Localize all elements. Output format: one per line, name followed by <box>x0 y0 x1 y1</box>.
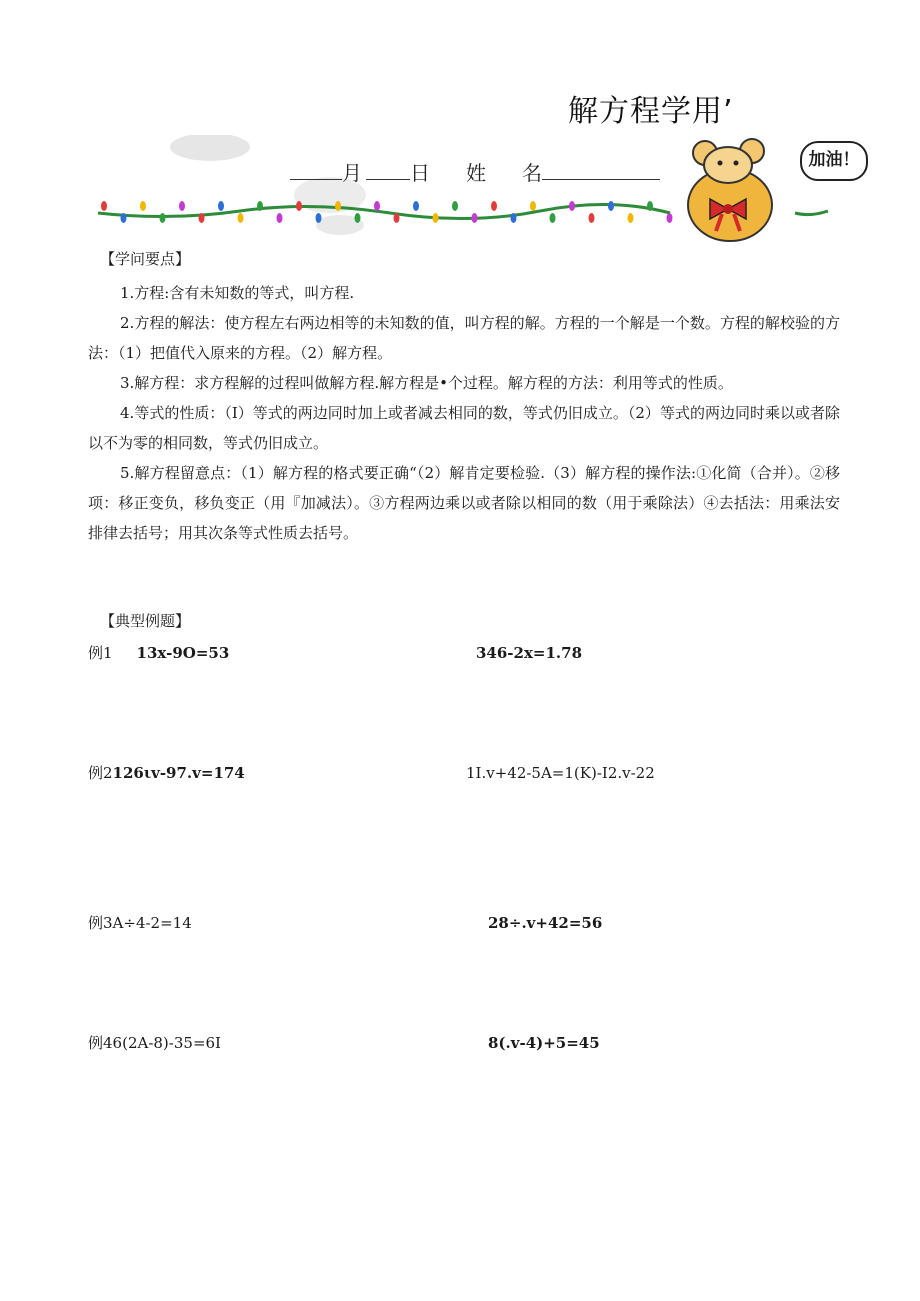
example-4-right <box>488 1034 600 1052</box>
knowledge-item-3: 3.解方程：求方程解的过程叫做解方程.解方程是•个过程。解方程的方法：利用等式的性质。 <box>120 374 733 392</box>
light-bulb-icon <box>121 213 127 223</box>
examples-heading: 【典型例题】 <box>100 612 191 630</box>
light-bulb-icon <box>335 201 341 211</box>
light-bulb-icon <box>277 213 283 223</box>
light-bulb-icon <box>569 201 575 211</box>
light-bulb-icon <box>238 213 244 223</box>
equation: 28÷.v+42=56 <box>488 914 603 932</box>
light-bulb-icon <box>589 213 595 223</box>
light-bulb-icon <box>608 201 614 211</box>
example-3-left <box>88 912 192 933</box>
name-blank[interactable] <box>542 161 660 180</box>
knowledge-item-5: 5.解方程留意点：（1）解方程的格式要正确“（2）解肯定要检验.（3）解方程的操作法:①化简（合并）。②移项：移正变负，移负变正（用『加减法）。③方程两边乘以或者除以相同的数（用于乘除法）④去括法：用乘法安排律去括号；用其次条等式性质去括号。 <box>88 464 840 542</box>
light-bulb-icon <box>433 213 439 223</box>
header-banner <box>90 135 870 245</box>
equation: 346-2x=1.78 <box>476 644 583 662</box>
equation: 13x-9O=53 <box>136 644 230 662</box>
banner-decoration <box>90 135 870 245</box>
light-bulb-icon <box>316 213 322 223</box>
light-bulb-icon <box>413 201 419 211</box>
light-bulb-icon <box>199 213 205 223</box>
light-bulb-icon <box>472 213 478 223</box>
month-label: 月 <box>342 161 362 185</box>
month-blank[interactable] <box>290 161 342 180</box>
light-string-wire-right <box>795 211 828 215</box>
light-bulb-icon <box>394 213 400 223</box>
light-bulb-icon <box>647 201 653 211</box>
example-label: 例3 <box>88 914 113 932</box>
example-1-left <box>88 642 229 663</box>
equation: 6(2A-8)-35=6I <box>112 1034 221 1052</box>
cheer-bubble: 加油！ <box>800 141 868 181</box>
example-3-right <box>488 914 602 932</box>
mouse-mascot-icon <box>688 139 772 241</box>
light-bulb-icon <box>218 201 224 211</box>
knowledge-heading: 【学问要点】 <box>100 250 191 268</box>
light-bulb-icon <box>179 201 185 211</box>
light-bulb-icon <box>452 201 458 211</box>
light-bulb-icon <box>667 213 673 223</box>
light-bulb-icon <box>257 201 263 211</box>
example-2-right <box>466 764 655 782</box>
equation: 8(.v-4)+5=45 <box>488 1034 600 1052</box>
light-bulb-icon <box>491 201 497 211</box>
example-1-right <box>476 644 582 662</box>
light-bulb-icon <box>511 213 517 223</box>
day-label: 日 <box>410 161 430 185</box>
example-label: 例4 <box>88 1034 113 1052</box>
day-blank[interactable] <box>366 161 410 180</box>
light-bulb-icon <box>530 201 536 211</box>
page-title: 解方程学用’ <box>568 94 734 129</box>
knowledge-item-4: 4.等式的性质：（I）等式的两边同时加上或者减去相同的数，等式仍旧成立。（2）等式的两边同时乘以或者除以不为零的相同数，等式仍旧成立。 <box>88 404 840 452</box>
light-bulb-icon <box>101 201 107 211</box>
example-label: 例2 <box>88 764 113 782</box>
light-bulb-icon <box>140 201 146 211</box>
knowledge-item-2: 2.方程的解法：使方程左右两边相等的未知数的值，叫方程的解。方程的一个解是一个数。方程的解校验的方法：（1）把值代入原来的方程。（2）解方程。 <box>88 314 840 362</box>
light-bulb-icon <box>374 201 380 211</box>
equation: 1I.v+42-5A=1(K)-I2.v-22 <box>466 764 655 782</box>
equation: 126ιv-97.v=174 <box>112 764 245 782</box>
example-4-left <box>88 1032 221 1053</box>
light-bulb-icon <box>296 201 302 211</box>
name-label-1: 姓 <box>466 161 486 185</box>
example-2-left <box>88 762 245 783</box>
light-bulb-icon <box>160 213 166 223</box>
light-bulb-icon <box>355 213 361 223</box>
light-bulb-icon <box>550 213 556 223</box>
equation: A÷4-2=14 <box>112 914 192 932</box>
name-label-2: 名 <box>522 161 542 185</box>
light-bulb-icon <box>628 213 634 223</box>
example-label: 例1 <box>88 644 113 662</box>
knowledge-item-1: 1.方程:含有未知数的等式，叫方程. <box>120 284 355 302</box>
